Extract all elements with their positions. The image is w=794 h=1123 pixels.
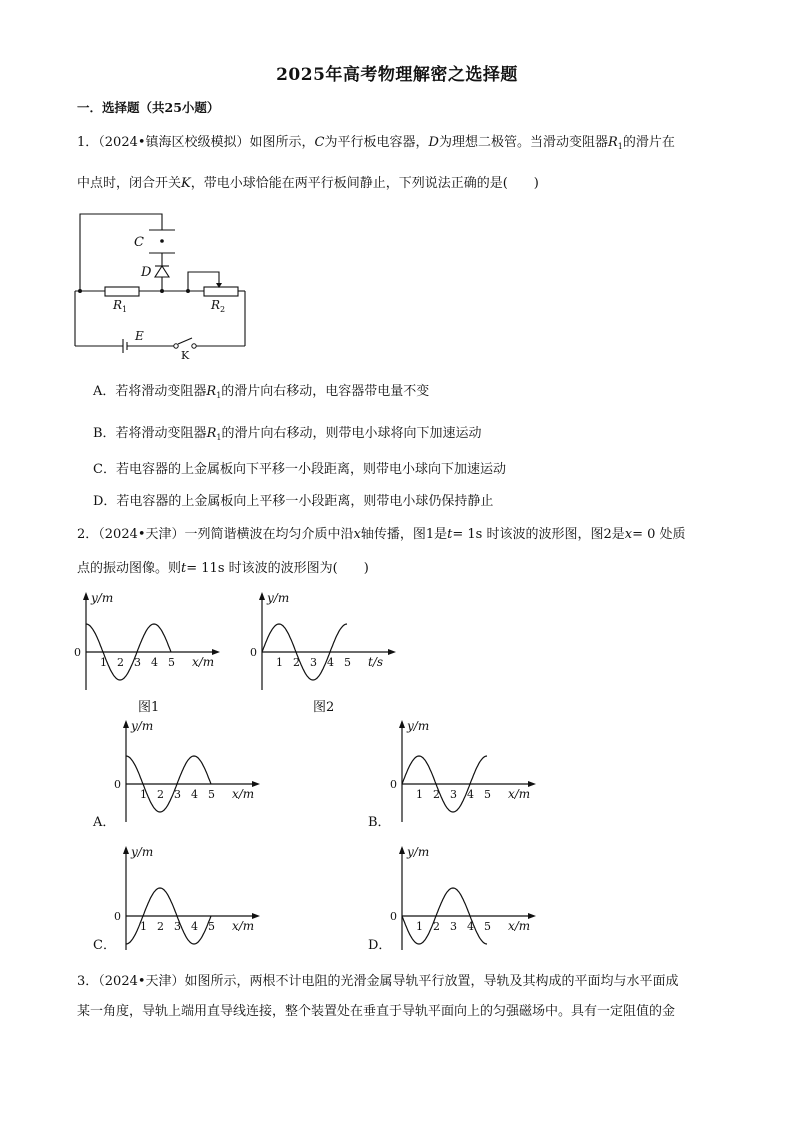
q2-option-c-graph [110,842,270,950]
tick-label: 3 [174,788,181,801]
q2-line-2: 点的振动图像。则t= 11s 时该波的波形图为( ) [77,561,369,576]
origin-label: 0 [390,910,397,923]
origin-label: 0 [250,646,257,659]
x-axis-label: x/m [508,919,531,933]
y-axis-arrow-icon [259,592,265,600]
q3-line-1: 3．（2024•天津）如图所示，两根不计电阻的光滑金属导轨平行放置，导轨及其构成的平面均与水平面成 [77,974,679,989]
q1-option-b[interactable]: B．若将滑动变阻器$R_1$的滑片向右移动，则带电小球将向下加速运动 [93,426,482,442]
label-C: C [134,235,144,250]
y-axis-arrow-icon [123,846,129,854]
label-R2: $R_2$ [211,298,226,314]
x-axis-label: t/s [368,655,384,669]
y-axis-arrow-icon [399,720,405,728]
tick-label: 5 [484,920,491,933]
tick-label: 4 [151,656,158,669]
y-axis-arrow-icon [399,846,405,854]
q2-option-a-graph [110,716,270,824]
origin-label: 0 [390,778,397,791]
tick-label: 5 [208,788,215,801]
tick-label: 2 [117,656,124,669]
q2-option-b[interactable]: B． [368,815,391,830]
y-axis-label: y/m [407,845,430,859]
tick-label: 1 [100,656,107,669]
q1-circuit-diagram [70,208,255,363]
tick-label: 4 [191,920,198,933]
y-axis-label: y/m [407,719,430,733]
label-E: E [135,329,144,343]
q1-option-c[interactable]: C．若电容器的上金属板向下平移一小段距离，则带电小球向下加速运动 [93,462,506,477]
tick-label: 2 [433,788,440,801]
tick-label: 4 [191,788,198,801]
tick-label: 1 [416,920,423,933]
label-R1: $R_1$ [113,298,128,314]
y-axis-label: y/m [131,719,154,733]
y-axis-label: y/m [91,591,114,605]
q2-option-d-graph [386,842,546,950]
charged-ball [160,239,164,243]
q2-option-a[interactable]: A． [93,815,116,830]
tick-label: 2 [157,920,164,933]
q1-line-2: 中点时，闭合开关K，带电小球恰能在两平行板间静止，下列说法正确的是( ) [77,176,539,191]
q2-line-1: 2．（2024•天津）一列简谐横波在均匀介质中沿x轴传播，图1是t= 1s 时该波的波形图，图2是x= 0 处质 [77,527,686,542]
q3-line-2: 某一角度，导轨上端用直导线连接，整个装置处在垂直于导轨平面向上的匀强磁场中。具有一定阻值的金 [77,1004,676,1019]
tick-label: 2 [157,788,164,801]
x-axis-label: x/m [192,655,215,669]
tick-label: 2 [433,920,440,933]
tick-label: 4 [467,920,474,933]
tick-label: 3 [450,788,457,801]
y-axis-arrow-icon [123,720,129,728]
origin-label: 0 [114,778,121,791]
label-D: D [141,265,152,280]
x-axis-label: x/m [508,787,531,801]
tick-label: 3 [174,920,181,933]
tick-label: 5 [484,788,491,801]
tick-label: 2 [293,656,300,669]
tick-label: 1 [276,656,283,669]
y-axis-label: y/m [267,591,290,605]
y-axis-arrow-icon [83,592,89,600]
q2-figure-1-label: 图1 [138,700,160,715]
q2-figure-2-label: 图2 [313,700,335,715]
q1-option-a[interactable]: A．若将滑动变阻器$R_1$的滑片向右移动，电容器带电量不变 [93,384,430,400]
page-title: 2025年高考物理解密之选择题 [276,65,518,85]
q2-option-d[interactable]: D． [368,938,392,953]
q1-option-d[interactable]: D．若电容器的上金属板向上平移一小段距离，则带电小球仍保持静止 [93,494,494,509]
tick-label: 5 [344,656,351,669]
tick-label: 1 [140,920,147,933]
origin-label: 0 [114,910,121,923]
q2-option-c[interactable]: C． [93,938,116,953]
tick-label: 3 [134,656,141,669]
tick-label: 4 [467,788,474,801]
origin-label: 0 [74,646,81,659]
x-axis-label: x/m [232,787,255,801]
label-K: K [181,349,190,362]
tick-label: 5 [168,656,175,669]
x-axis-arrow-icon [388,649,396,655]
tick-label: 3 [450,920,457,933]
q1-line-1: 1．（2024•镇海区校级模拟）如图所示，C为平行板电容器，D为理想二极管。当滑动变阻器$R_1$的滑片在 [77,135,675,151]
q2-option-b-graph [386,716,546,824]
x-axis-label: x/m [232,919,255,933]
tick-label: 3 [310,656,317,669]
tick-label: 4 [327,656,334,669]
q2-figure-1-graph [70,588,230,696]
section-heading: 一．选择题（共25小题） [77,100,220,115]
tick-label: 5 [208,920,215,933]
tick-label: 1 [140,788,147,801]
y-axis-label: y/m [131,845,154,859]
tick-label: 1 [416,788,423,801]
q2-figure-2-graph [246,588,406,696]
